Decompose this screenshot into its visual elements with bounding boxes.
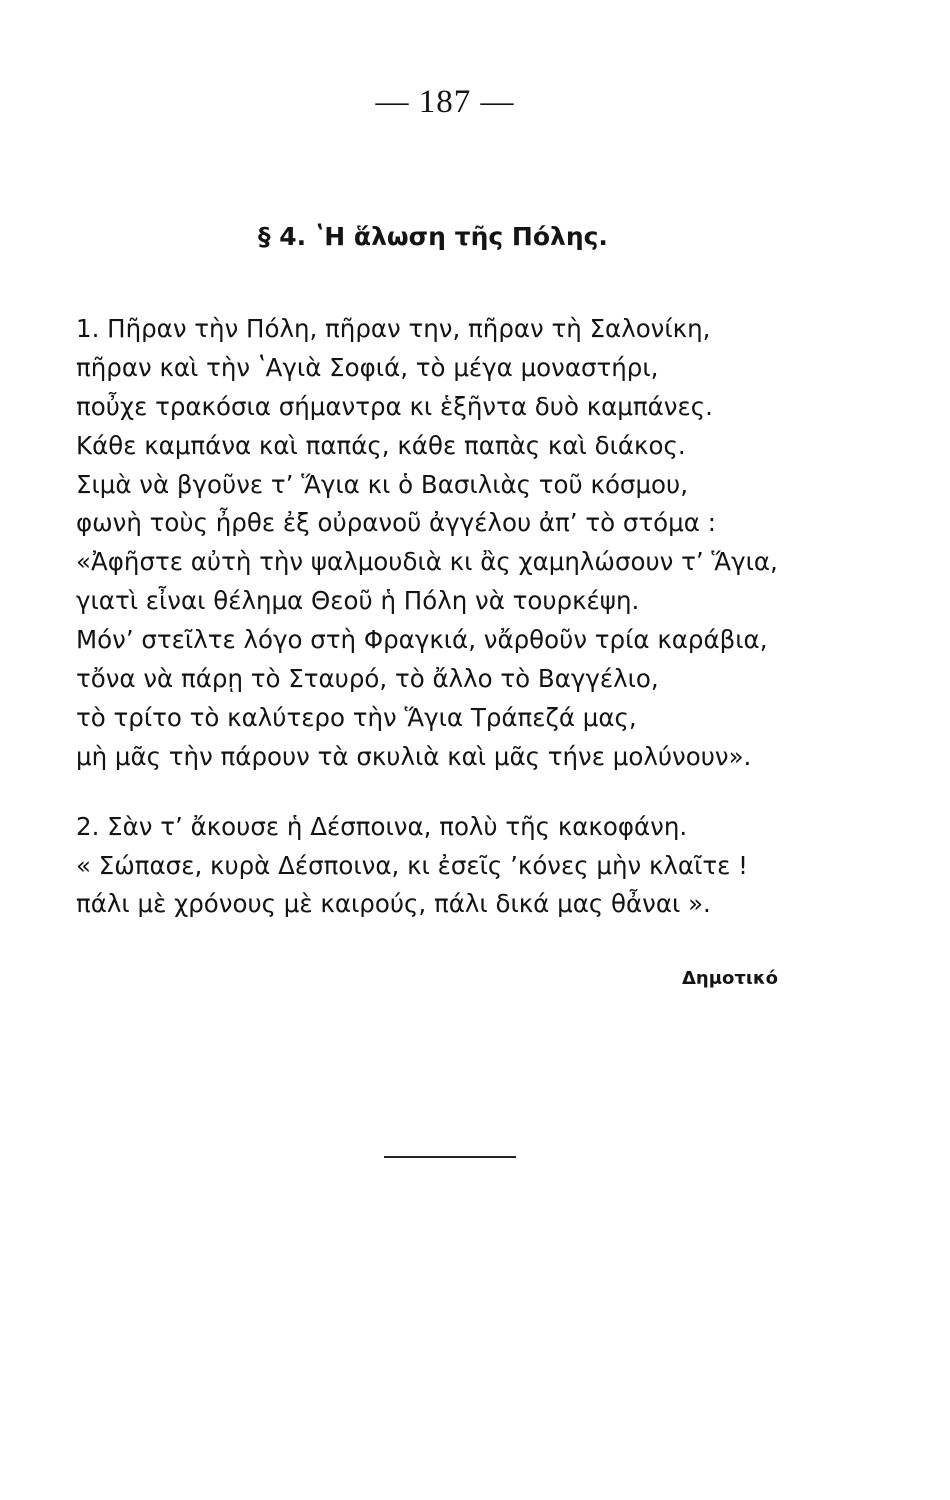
poem-line: «Ἀφῆστε αὐτὴ τὴν ψαλμουδιὰ κι ἂς χαμηλώσουν τ’ Ἅγια, [76,547,778,577]
section-title: § 4. ʽΗ ἅλωση τῆς Πόλης. [258,222,608,251]
end-rule-divider [384,1156,516,1158]
attribution: Δημοτικό [681,968,778,989]
stanza-1 [76,310,836,777]
poem-text [76,310,836,924]
poem-line: ποὖχε τρακόσια σήμαντρα κι ἑξῆντα δυὸ καμπάνες. [76,391,713,421]
stanza-2 [76,808,836,925]
poem-line: Μόν’ στεῖλτε λόγο στὴ Φραγκιά, νἄρθοῦν τρία καράβια, [76,625,768,655]
poem-line: τὸ τρίτο τὸ καλύτερο τὴν Ἅγια Τράπεζά μας, [76,702,637,732]
stanza-divider-space [76,777,836,808]
poem-line: Σιμὰ νὰ βγοῦνε τ’ Ἅγια κι ὁ Βασιλιὰς τοῦ κόσμου, [76,469,688,499]
poem-line: 2. Σὰν τ’ ἄκουσε ἡ Δέσποινα, πολὺ τῆς κακοφάνη. [76,811,688,841]
poem-line: 1. Πῆραν τὴν Πόλη, πῆραν την, πῆραν τὴ Σαλονίκη, [76,314,711,343]
poem-line: τὄνα νὰ πάρῃ τὸ Σταυρό, τὸ ἄλλο τὸ Βαγγέλιο, [76,664,659,694]
poem-line: « Σώπασε, κυρὰ Δέσποινα, κι ἐσεῖς ’κόνες μὴν κλαῖτε ! [76,850,748,880]
poem-line: Κάθε καμπάνα καὶ παπάς, κάθε παπὰς καὶ διάκος. [76,430,686,460]
page-number: — 187 — [375,84,515,120]
poem-line: πάλι μὲ χρόνους μὲ καιρούς, πάλι δικά μας θἆναι ». [76,889,711,919]
poem-line: γιατὶ εἶναι θέλημα Θεοῦ ἡ Πόλη νὰ τουρκέψη. [76,586,640,616]
poem-line: φωνὴ τοὺς ἦρθε ἐξ οὐρανοῦ ἀγγέλου ἀπ’ τὸ στόμα : [76,508,716,538]
poem-line: μὴ μᾶς τὴν πάρουν τὰ σκυλιὰ καὶ μᾶς τήνε μολύνουν». [76,741,752,771]
poem-line: πῆραν καὶ τὴν ʽΑγιὰ Σοφιά, τὸ μέγα μοναστήρι, [76,352,659,382]
